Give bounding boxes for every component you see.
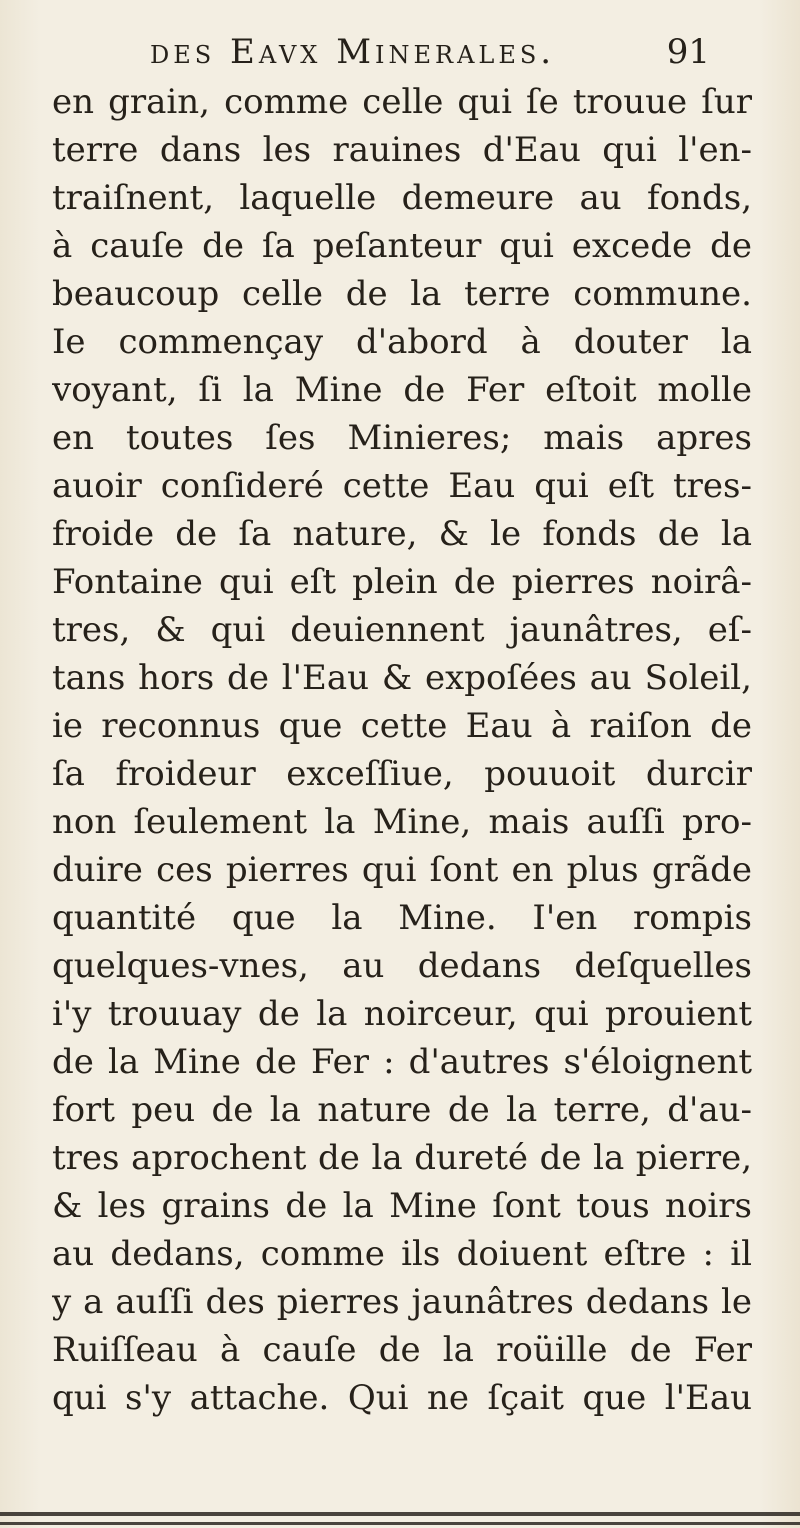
text-line: terre dans les rauines d'Eau qui l'en-: [52, 130, 752, 170]
text-line: tans hors de l'Eau & expoſées au Soleil,: [52, 658, 752, 698]
text-line: Ie commençay d'abord à douter la: [52, 322, 752, 362]
text-line: voyant, ſi la Mine de Fer eſtoit molle: [52, 370, 752, 410]
text-line: fort peu de la nature de la terre, d'au-: [52, 1090, 752, 1130]
body-text: [52, 78, 752, 1422]
text-line: non ſeulement la Mine, mais auſſi pro-: [52, 802, 752, 842]
text-line: en grain, comme celle qui ſe trouue ſur: [52, 82, 752, 122]
page-number: 91: [666, 32, 710, 72]
text-line: & les grains de la Mine ſont tous noirs: [52, 1186, 752, 1226]
text-line: beaucoup celle de la terre commune.: [52, 274, 752, 314]
text-line: y a auſſi des pierres jaunâtres dedans le: [52, 1282, 752, 1322]
text-line: Ruiſſeau à cauſe de la roüille de Fer: [52, 1330, 752, 1370]
text-line: traiſnent, laquelle demeure au fonds,: [52, 178, 752, 218]
bottom-rule: [0, 1522, 800, 1525]
text-line: de la Mine de Fer : d'autres s'éloignent: [52, 1042, 752, 1082]
text-line: en toutes ſes Minieres; mais apres: [52, 418, 752, 458]
text-line: quantité que la Mine. I'en rompis: [52, 898, 752, 938]
text-line: quelques-vnes, au dedans deſquelles: [52, 946, 752, 986]
text-line: Fontaine qui eſt plein de pierres noirâ-: [52, 562, 752, 602]
text-line: tres aprochent de la dureté de la pierre,: [52, 1138, 752, 1178]
text-line: i'y trouuay de la noirceur, qui prouient: [52, 994, 752, 1034]
text-line: ſa froideur exceſſiue, pouuoit durcir: [52, 754, 752, 794]
text-line: à cauſe de ſa peſanteur qui excede de: [52, 226, 752, 266]
text-line: ie reconnus que cette Eau à raiſon de: [52, 706, 752, 746]
running-title: des Eavx Minerales.: [150, 32, 556, 72]
text-line: tres, & qui deuiennent jaunâtres, eſ-: [52, 610, 752, 650]
text-line: auoir conſideré cette Eau qui eſt tres-: [52, 466, 752, 506]
bottom-rule: [0, 1512, 800, 1516]
text-line: au dedans, comme ils doiuent eſtre : il: [52, 1234, 752, 1274]
text-line: duire ces pierres qui ſont en plus grãde: [52, 850, 752, 890]
page-header: [150, 28, 710, 78]
text-line: froide de ſa nature, & le fonds de la: [52, 514, 752, 554]
text-line: qui s'y attache. Qui ne ſçait que l'Eau: [52, 1378, 752, 1418]
